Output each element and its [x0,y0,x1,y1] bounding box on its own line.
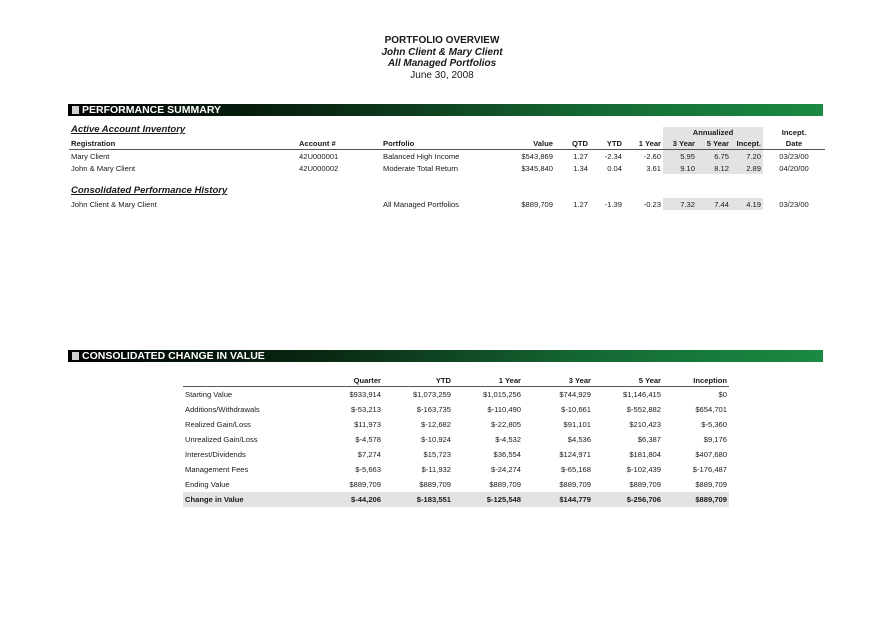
col-inception-header: Inception [663,374,729,387]
col-5-year-header: 5 Year [593,374,663,387]
history-ytd-cell: -1.39 [604,199,622,209]
value-cell: $11,973 [354,420,381,429]
total-cell: $-44,206 [313,492,383,507]
value-cell: $-102,439 [626,465,661,474]
table-row [183,402,729,417]
table-row [183,387,729,403]
value-cell: $654,701 [695,405,727,414]
total-cell: $-183,551 [383,492,453,507]
one-year-header: 1 Year [624,138,663,150]
total-cell: $-256,706 [593,492,663,507]
incept-date-header-1: Incept. [781,128,807,137]
row-label: Ending Value [185,480,230,489]
table-row [183,417,729,432]
change-table [183,374,729,507]
value-cell: $-4,532 [495,435,521,444]
registration-header: Registration [69,138,297,150]
history-one-year-cell: -0.23 [643,199,661,209]
ytd-header: YTD [590,138,624,150]
value-cell: $-12,682 [421,420,451,429]
square-icon [72,352,79,360]
col-1-year-header: 1 Year [453,374,523,387]
value-cell: $4,536 [567,435,591,444]
report-scope: All Managed Portfolios [387,58,497,69]
active-account-inventory-title: Active Account Inventory [71,124,186,135]
qtd-header: QTD [555,138,590,150]
five-year-cell: 6.75 [697,150,731,163]
table-row [69,162,825,174]
history-three-year-cell: 7.32 [663,198,697,210]
row-label: Additions/Withdrawals [185,405,260,414]
qtd-cell: 1.27 [573,151,588,161]
history-incept-date-cell: 03/23/00 [779,199,809,209]
account-cell: 42U000002 [299,163,339,173]
value-cell: $9,176 [703,435,727,444]
row-label: Starting Value [185,390,233,399]
performance-summary-title: PERFORMANCE SUMMARY [82,104,222,116]
history-qtd-cell: 1.27 [573,199,588,209]
incept-header: Incept. [731,138,763,150]
total-cell: $144,779 [523,492,593,507]
col-quarter-header: Quarter [313,374,383,387]
value-cell: $889,709 [419,480,451,489]
value-cell: $543,869 [521,151,553,161]
consolidated-change-title: CONSOLIDATED CHANGE IN VALUE [82,350,265,362]
incept-date-header-2: Date [763,138,825,150]
three-year-cell: 9.10 [663,162,697,174]
value-cell: $1,146,415 [622,390,661,399]
table-row [183,432,729,447]
table-row [69,150,825,163]
value-cell: $181,804 [629,450,661,459]
report-date: June 30, 2008 [410,69,474,81]
value-cell: $124,971 [559,450,591,459]
square-icon [72,106,79,114]
row-label: Unrealized Gain/Loss [185,435,258,444]
row-label: Management Fees [185,465,249,474]
value-cell: $345,840 [521,163,553,173]
value-cell: $7,274 [357,450,381,459]
annualized-header: Annualized [663,127,763,138]
consolidated-performance-history-title: Consolidated Performance History [71,185,228,196]
incept-date-cell: 03/23/00 [779,151,809,161]
value-cell: $889,709 [695,480,727,489]
value-cell: $889,709 [489,480,521,489]
history-incept-cell: 4.19 [731,198,763,210]
row-label: Realized Gain/Loss [185,420,251,429]
portfolio-cell: Balanced High Income [383,151,460,161]
value-cell: $-22,805 [491,420,521,429]
value-cell: $15,723 [423,450,451,459]
value-cell: $91,101 [563,420,591,429]
history-registration-cell: John Client & Mary Client [71,199,157,209]
value-cell: $1,073,259 [412,390,451,399]
value-cell: $-53,213 [351,405,381,414]
total-cell: $889,709 [663,492,729,507]
five-year-cell: 8.12 [697,162,731,174]
value-cell: $210,423 [629,420,661,429]
three-year-cell: 5.95 [663,150,697,163]
qtd-cell: 1.34 [573,163,588,173]
report-clients: John Client & Mary Client [381,46,503,58]
portfolio-cell: Moderate Total Return [383,163,458,173]
value-cell: $-552,882 [626,405,661,414]
five-year-header: 5 Year [697,138,731,150]
registration-cell: Mary Client [71,151,110,161]
registration-cell: John & Mary Client [71,163,136,173]
value-cell: $-163,735 [416,405,451,414]
value-cell: $-10,924 [421,435,451,444]
value-cell: $-5,360 [701,420,727,429]
row-label: Interest/Dividends [185,450,246,459]
one-year-cell: 3.61 [646,163,661,173]
history-value-cell: $889,709 [521,199,553,209]
report-header [0,35,884,81]
col-ytd-header: YTD [383,374,453,387]
table-row [183,462,729,477]
value-cell: $-24,274 [491,465,521,474]
total-cell: $-125,548 [453,492,523,507]
performance-table [69,127,825,210]
value-cell: $744,929 [559,390,591,399]
account-header: Account # [297,138,381,150]
value-cell: $-5,663 [355,465,381,474]
three-year-header: 3 Year [663,138,697,150]
value-cell: $0 [718,390,727,399]
incept-date-cell: 04/20/00 [779,163,809,173]
ytd-cell: -2.34 [604,151,622,161]
report-title: PORTFOLIO OVERVIEW [384,35,500,46]
incept-cell: 7.20 [731,150,763,163]
portfolio-header: Portfolio [381,138,507,150]
table-row [183,477,729,492]
history-five-year-cell: 7.44 [697,198,731,210]
total-row [183,492,729,507]
value-cell: $36,554 [493,450,521,459]
incept-cell: 2.89 [731,162,763,174]
value-cell: $889,709 [629,480,661,489]
value-cell: $-65,168 [561,465,591,474]
value-cell: $889,709 [559,480,591,489]
value-cell: $-176,487 [692,465,727,474]
value-cell: $-11,932 [421,465,451,474]
value-cell: $-10,661 [561,405,591,414]
value-cell: $933,914 [349,390,381,399]
performance-summary-bar [68,104,823,116]
history-portfolio-cell: All Managed Portfolios [383,199,459,209]
consolidated-change-bar [68,350,823,362]
value-cell: $1,015,256 [482,390,521,399]
value-cell: $-4,578 [355,435,381,444]
value-cell: $889,709 [349,480,381,489]
account-cell: 42U000001 [299,151,339,161]
col-3-year-header: 3 Year [523,374,593,387]
value-cell: $407,680 [695,450,727,459]
history-row [69,198,825,210]
one-year-cell: -2.60 [643,151,661,161]
value-cell: $6,387 [637,435,661,444]
value-cell: $-110,490 [487,405,521,414]
table-row [183,447,729,462]
value-header: Value [507,138,555,150]
ytd-cell: 0.04 [607,163,622,173]
total-label: Change in Value [183,492,313,507]
